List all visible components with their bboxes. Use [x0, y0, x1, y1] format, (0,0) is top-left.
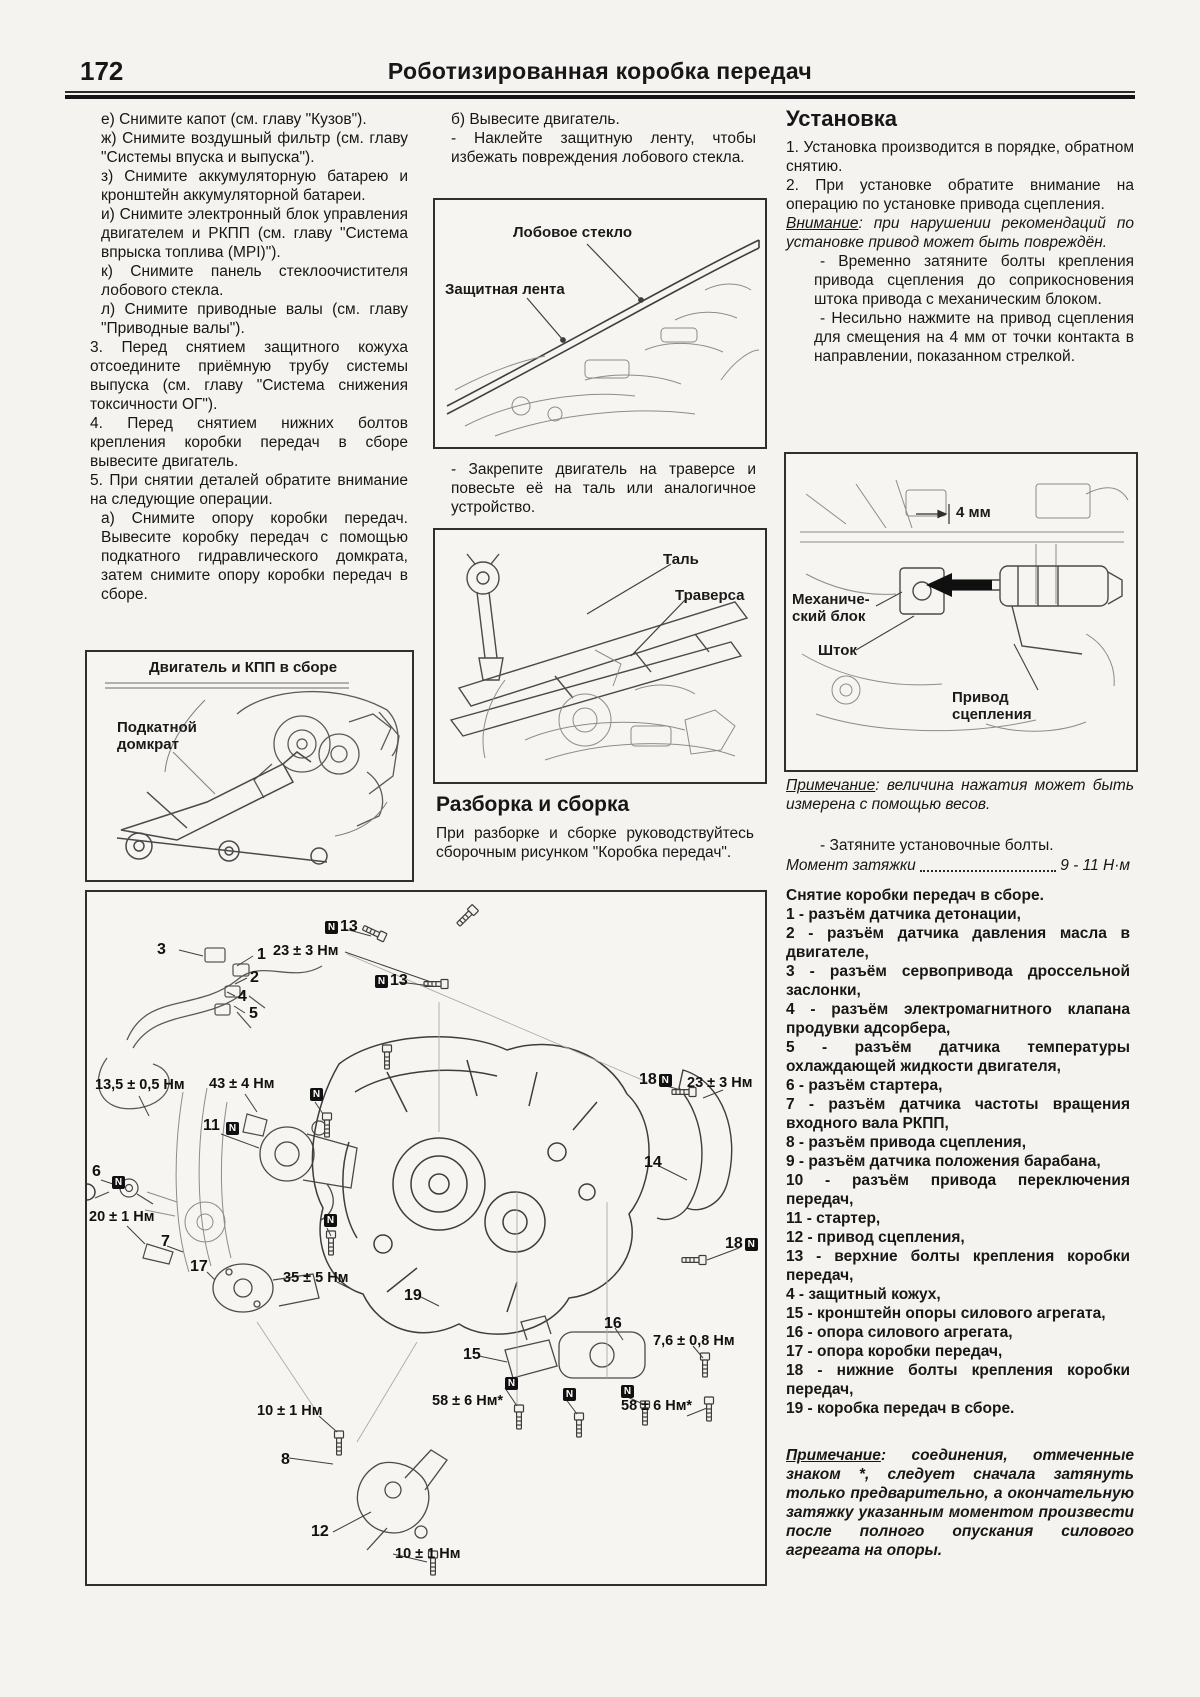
n-marker-icon: N: [659, 1074, 672, 1087]
figure-label-mech-block-line2: ский блок: [792, 608, 866, 625]
removal-step: и) Снимите электронный блок управления двигателем и РКПП (см. главу "Система впрыска топлива (MPI)").: [101, 206, 408, 261]
figure-callout: 4: [238, 988, 247, 1005]
figure-windshield-tape: [433, 198, 767, 449]
engine-jack-line-art: [87, 652, 412, 880]
figure-gearbox-exploded: [85, 890, 767, 1586]
figure-label-jack-line2: домкрат: [117, 736, 179, 753]
figure-callout: 16: [604, 1315, 622, 1332]
figure-callout: 58 ± 6 Нм*: [432, 1393, 504, 1409]
n-marker-icon: [503, 1375, 520, 1390]
parts-list: [786, 905, 1130, 1418]
removal-step: к) Снимите панель стеклоочистителя лобового стекла.: [101, 263, 408, 299]
torque-spec-value: 9 - 11 Н·м: [1060, 857, 1130, 874]
removal-step: з) Снимите аккумуляторную батарею и кронштейн аккумуляторной батареи.: [101, 168, 408, 204]
parts-list-item: 4 - защитный кожух,: [786, 1286, 941, 1303]
n-marker-icon: N: [112, 1176, 125, 1189]
dotted-leader: [920, 870, 1056, 872]
parts-list-item: 12 - привод сцепления,: [786, 1229, 965, 1246]
figure-callout: 14: [644, 1154, 662, 1171]
paragraph: При разборке и сборке руководствуйтесь сборочным рисунком "Коробка передач".: [436, 825, 754, 861]
figure-label-clutch-actuator-line2: сцепления: [952, 706, 1032, 723]
figure-label-hoist: Таль: [663, 551, 699, 568]
n-marker-icon: N: [324, 1214, 337, 1227]
torque-spec-row: [786, 856, 1130, 875]
parts-list-item: 18 - нижние болты крепления коробки передач,: [786, 1362, 1130, 1398]
figure-hoist-crossmember: [433, 528, 767, 784]
removal-step: е) Снимите капот (см. главу "Кузов").: [101, 111, 367, 128]
torque-spec-label: Момент затяжки: [786, 857, 916, 874]
parts-list-item: 19 - коробка передач в сборе.: [786, 1400, 1015, 1417]
figure-callout: 3: [157, 941, 166, 958]
figure-label-engine-kpp: Двигатель и КПП в сборе: [149, 659, 338, 676]
n-marker-icon: N: [563, 1388, 576, 1401]
note-lead: Примечание: [786, 1447, 881, 1464]
removal-step: - Закрепите двигатель на траверсе и повесьте её на таль или аналогичное устройство.: [451, 461, 756, 516]
figure-callout: 7,6 ± 0,8 Нм: [653, 1333, 735, 1349]
figure-callout: 10 ± 1 Нм: [395, 1546, 461, 1562]
figure-callout: 18 N: [639, 1072, 674, 1087]
page-number: 172: [80, 56, 124, 86]
parts-list-item: 10 - разъём привода переключения передач,: [786, 1172, 1130, 1208]
removal-step: ж) Снимите воздушный фильтр (см. главу "Системы впуска и выпуска").: [101, 130, 408, 166]
removal-step: а) Снимите опору коробки передач. Вывесите коробку передач с помощью подкатного гидравлического домкрата, затем снимите опору коробки передач в сборе.: [101, 510, 408, 603]
header-rule-thin: [65, 91, 1135, 93]
figure-label-protective-tape: Защитная лента: [445, 281, 565, 298]
figure-callout: 35 ± 5 Нм: [283, 1270, 349, 1286]
figure-engine-and-jack: [85, 650, 414, 882]
installation-step: - Временно затяните болты крепления привода сцепления до соприкосновения штока привода с механическим блоком.: [814, 253, 1134, 308]
big-figure-callouts: [87, 892, 765, 1584]
n-marker-icon: N: [325, 921, 338, 934]
figure-callout: 11: [203, 1117, 220, 1134]
parts-list-title: Снятие коробки передач в сборе.: [786, 887, 1044, 904]
figure-callout: 18 N: [725, 1236, 760, 1251]
parts-list-item: 13 - верхние болты крепления коробки передач,: [786, 1248, 1130, 1284]
removal-step: 5. При снятии деталей обратите внимание на следующие операции.: [90, 472, 408, 508]
installation-step: 2. При установке обратите внимание на операцию по установке привода сцепления.: [786, 177, 1134, 213]
column1-text: [90, 110, 408, 604]
removal-step: б) Вывесите двигатель.: [451, 111, 620, 128]
figure-callout: 12: [311, 1523, 329, 1540]
parts-list-item: 16 - опора силового агрегата,: [786, 1324, 1013, 1341]
parts-list-item: 15 - кронштейн опоры силового агрегата,: [786, 1305, 1106, 1322]
figure-label-windshield: Лобовое стекло: [513, 224, 633, 241]
parts-list-item: 2 - разъём датчика давления масла в двигателе,: [786, 925, 1130, 961]
hoist-line-art: [435, 530, 765, 782]
figure-label-jack-line1: Подкатной: [117, 719, 197, 736]
parts-list-item: 9 - разъём датчика положения барабана,: [786, 1153, 1101, 1170]
parts-list-item: 8 - разъём привода сцепления,: [786, 1134, 1027, 1151]
n-marker-icon: N: [505, 1377, 518, 1390]
n-marker-icon: N: [310, 1088, 323, 1101]
n-marker-icon: N: [375, 975, 388, 988]
figure-callout: N 13: [323, 919, 358, 934]
parts-list-item: 6 - разъём стартера,: [786, 1077, 943, 1094]
figure-label-crossmember: Траверса: [675, 587, 745, 604]
page-title: Роботизированная коробка передач: [387, 58, 813, 84]
parts-list-item: 1 - разъём датчика детонации,: [786, 906, 1021, 923]
figure-callout: 13,5 ± 0,5 Нм: [95, 1077, 185, 1093]
n-marker-icon: [322, 1212, 339, 1227]
figure-callout: 10 ± 1 Нм: [257, 1403, 323, 1419]
figure-clutch-actuator: [784, 452, 1138, 772]
figure-callout: 20 ± 1 Нм: [89, 1209, 155, 1225]
note-lead: Примечание: [786, 777, 876, 794]
parts-list-item: 4 - разъём электромагнитного клапана продувки адсорбера,: [786, 1001, 1130, 1037]
section-heading-installation: Установка: [786, 106, 898, 131]
figure-label-4mm: 4 мм: [956, 504, 991, 521]
figure-callout: 6: [92, 1163, 101, 1180]
removal-step: 3. Перед снятием защитного кожуха отсоедините приёмную трубу системы выпуска (см. главу "Система снижения токсичности ОГ").: [90, 339, 408, 413]
figure-callout: 17: [190, 1258, 208, 1275]
n-marker-icon: [561, 1386, 578, 1401]
figure-callout: 8: [281, 1451, 290, 1468]
column3-text: [786, 138, 1134, 366]
parts-list-item: 5 - разъём датчика температуры охлаждающей жидкости двигателя,: [786, 1039, 1130, 1075]
figure-callout: 43 ± 4 Нм: [209, 1076, 275, 1092]
parts-list-item: 3 - разъём сервопривода дроссельной заслонки,: [786, 963, 1130, 999]
installation-step: - Несильно нажмите на привод сцепления для смещения на 4 мм от точки контакта в направлении, показанном стрелкой.: [814, 310, 1134, 365]
note-text: : соединения, отмеченные знаком *, следует сначала затянуть только предварительно, а окончательную затяжку указанным моментом произвести после полного опускания силового агрегата на опоры.: [786, 1447, 1134, 1559]
n-marker-icon: [308, 1086, 325, 1101]
n-marker-icon: [619, 1383, 636, 1398]
n-marker-icon: [110, 1174, 127, 1189]
n-marker-icon: [224, 1120, 241, 1135]
installation-step: 1. Установка производится в порядке, обратном снятию.: [786, 139, 1134, 175]
column2-text-1: [440, 110, 756, 167]
n-marker-icon: N: [226, 1122, 239, 1135]
column2-text-3: [436, 824, 754, 862]
figure-callout: 1: [257, 946, 266, 963]
figure-callout: 23 ± 3 Нм: [687, 1075, 753, 1091]
figure-callout: 19: [404, 1287, 422, 1304]
parts-list-item: 7 - разъём датчика частоты вращения входного вала РКПП,: [786, 1096, 1130, 1132]
parts-list-item: 11 - стартер,: [786, 1210, 881, 1227]
figure-callout: 7: [161, 1233, 170, 1250]
figure-callout: 15: [463, 1346, 481, 1363]
header-rule-thick: [65, 95, 1135, 99]
figure-callout: N 13: [373, 973, 408, 988]
removal-step: л) Снимите приводные валы (см. главу "Приводные валы").: [101, 301, 408, 337]
figure-label-clutch-actuator-line1: Привод: [952, 689, 1009, 706]
removal-step: - Наклейте защитную ленту, чтобы избежать повреждения лобового стекла.: [451, 130, 756, 166]
figure-label-rod: Шток: [818, 642, 857, 659]
note-measure-force: [786, 776, 1134, 814]
figure-callout: 2: [250, 969, 259, 986]
n-marker-icon: N: [621, 1385, 634, 1398]
removal-step: 4. Перед снятием нижних болтов крепления коробки передач в сборе вывесите двигатель.: [90, 415, 408, 470]
direction-arrow: [926, 573, 992, 597]
figure-label-mech-block-line1: Механиче-: [792, 591, 870, 608]
installation-step: Внимание: при нарушении рекомендаций по установке привод может быть повреждён.: [786, 215, 1134, 251]
figure-callout: 5: [249, 1005, 258, 1022]
column2-text-2: [440, 460, 756, 517]
parts-list-item: 17 - опора коробки передач,: [786, 1343, 1003, 1360]
section-heading-disassembly: Разборка и сборка: [436, 793, 630, 816]
note-text: : величина нажатия может быть измерена с помощью весов.: [786, 777, 1134, 813]
tighten-bolts-step: - Затяните установочные болты.: [820, 837, 1054, 854]
figure-callout: 23 ± 3 Нм: [273, 943, 339, 959]
n-marker-icon: N: [745, 1238, 758, 1251]
note-final-tightening: [786, 1446, 1134, 1560]
figure-callout: 58 ± 6 Нм*: [621, 1398, 693, 1414]
